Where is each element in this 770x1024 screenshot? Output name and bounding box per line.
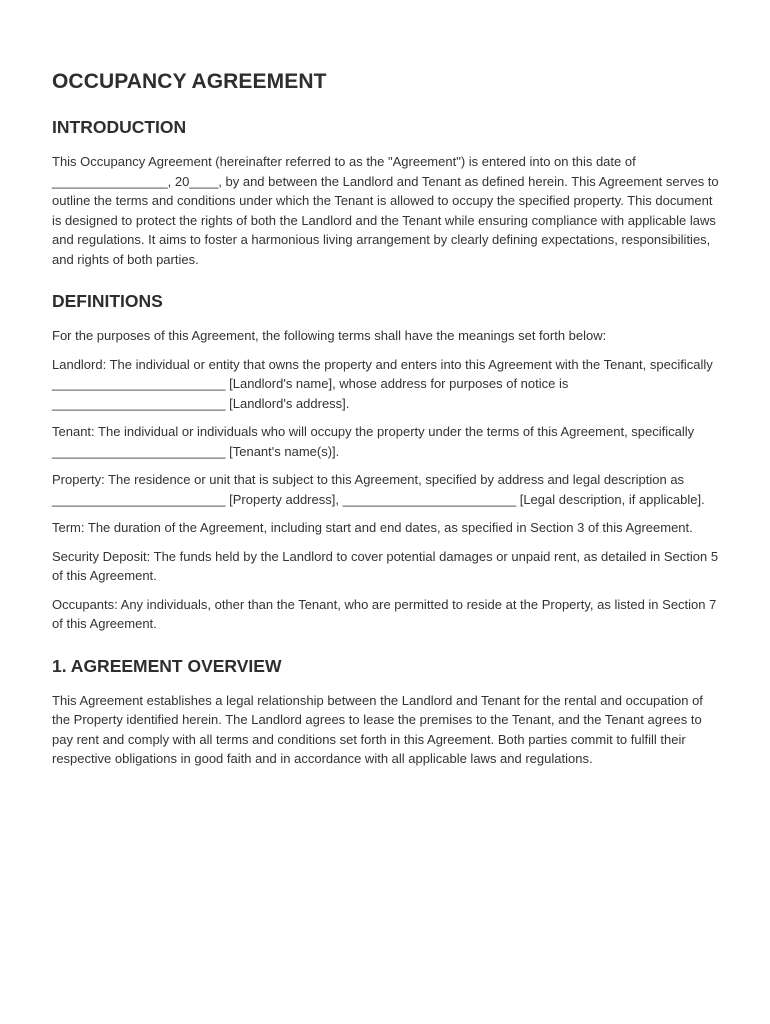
agreement-overview-heading: 1. AGREEMENT OVERVIEW — [52, 655, 282, 676]
document-page — [52, 70, 724, 791]
definition-property: Property: The residence or unit that is subject to this Agreement, specified by address and legal description as ________________________ [Property address], ________________________ [Legal description, if applicable]. — [52, 472, 705, 507]
definitions-heading: DEFINITIONS — [52, 291, 163, 311]
definition-term: Term: The duration of the Agreement, including start and end dates, as specified in Section 3 of this Agreement. — [52, 520, 693, 535]
definition-security-deposit: Security Deposit: The funds held by the Landlord to cover potential damages or unpaid rent, as detailed in Section 5 of this Agreement. — [52, 548, 719, 583]
introduction-section — [52, 117, 724, 269]
agreement-overview-section — [52, 656, 724, 769]
definition-landlord: Landlord: The individual or entity that owns the property and enters into this Agreement with the Tenant, specifically ________________________ [Landlord's name], whose address for purposes of notice is ________________________ [Landlord's address]. — [52, 356, 713, 411]
definition-occupants: Occupants: Any individuals, other than the Tenant, who are permitted to reside at the Property, as listed in Section 7 of this Agreement. — [52, 596, 717, 631]
definitions-section — [52, 291, 724, 634]
definition-tenant: Tenant: The individual or individuals who will occupy the property under the terms of this Agreement, specifically ________________________ [Tenant's name(s)]. — [52, 424, 695, 459]
document-title: OCCUPANCY AGREEMENT — [52, 70, 327, 93]
introduction-heading: INTRODUCTION — [52, 117, 187, 137]
agreement-overview-paragraph: This Agreement establishes a legal relationship between the Landlord and Tenant for the rental and occupation of the Property identified herein. The Landlord agrees to lease the premises to the Tenant, and the Tenant agrees to pay rent and comply with all terms and conditions set forth in this Agreement. Both parties commit to fulfill their respective obligations in good faith and in accordance with all applicable laws and regulations. — [52, 692, 703, 766]
introduction-paragraph: This Occupancy Agreement (hereinafter referred to as the "Agreement") is entered into on this date of ________________, 20____, by and between the Landlord and Tenant as defined herein. This Agreement serves to outline the terms and conditions under which the Tenant is allowed to occupy the specified property. This document is designed to protect the rights of both the Landlord and the Tenant while ensuring compliance with applicable laws and regulations. It aims to foster a harmonious living arrangement by clearly defining expectations, responsibilities, and rights of both parties. — [52, 154, 719, 267]
definitions-intro: For the purposes of this Agreement, the following terms shall have the meanings set forth below: — [52, 328, 607, 343]
